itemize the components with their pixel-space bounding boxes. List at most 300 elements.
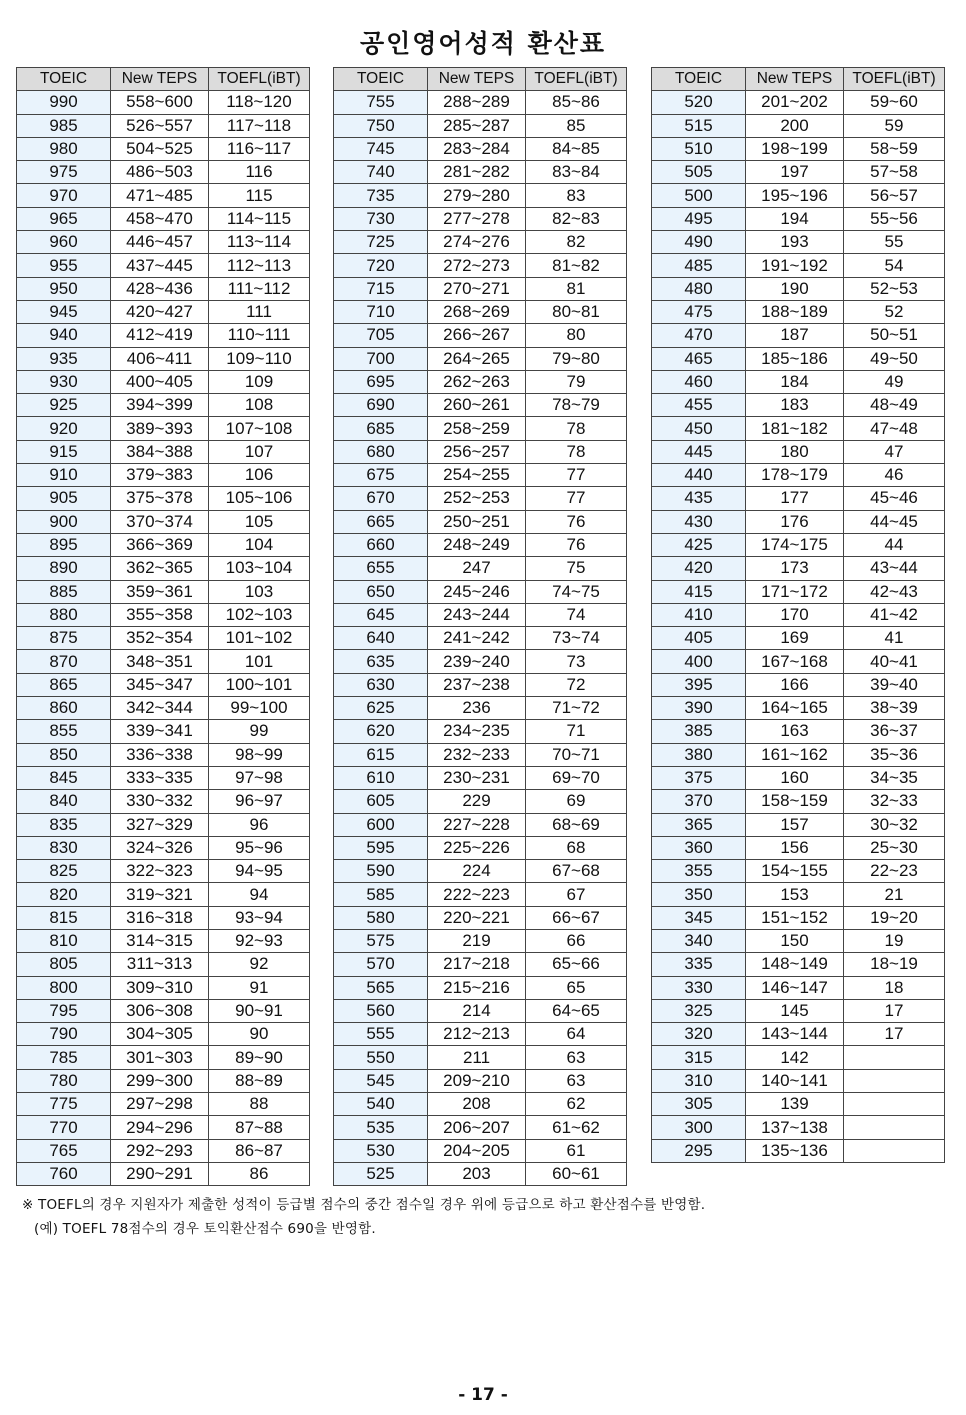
toefl-ibt-score: 96~97 xyxy=(209,790,310,813)
toefl-ibt-score: 80~81 xyxy=(526,300,627,323)
toeic-score: 525 xyxy=(334,1162,428,1185)
new-teps-score: 471~485 xyxy=(111,184,209,207)
toeic-score: 830 xyxy=(17,836,111,859)
toefl-ibt-score: 101~102 xyxy=(209,627,310,650)
toefl-ibt-score: 80 xyxy=(526,324,627,347)
toefl-ibt-score: 30~32 xyxy=(844,813,945,836)
new-teps-score: 215~216 xyxy=(428,976,526,999)
table-row xyxy=(17,697,310,720)
toeic-score: 565 xyxy=(334,976,428,999)
new-teps-score: 178~179 xyxy=(746,464,844,487)
toeic-score: 450 xyxy=(652,417,746,440)
table-row xyxy=(17,673,310,696)
table-row xyxy=(334,1162,627,1185)
toefl-ibt-score: 107 xyxy=(209,440,310,463)
toefl-ibt-score: 68~69 xyxy=(526,813,627,836)
new-teps-score: 339~341 xyxy=(111,720,209,743)
new-teps-score: 227~228 xyxy=(428,813,526,836)
toefl-ibt-score: 86 xyxy=(209,1162,310,1185)
toeic-score: 955 xyxy=(17,254,111,277)
toefl-ibt-score: 62 xyxy=(526,1093,627,1116)
table-row xyxy=(334,1046,627,1069)
table-row xyxy=(17,929,310,952)
new-teps-score: 208 xyxy=(428,1093,526,1116)
toeic-score: 475 xyxy=(652,300,746,323)
new-teps-score: 558~600 xyxy=(111,91,209,114)
toefl-ibt-score: 57~58 xyxy=(844,161,945,184)
new-teps-score: 224 xyxy=(428,860,526,883)
table-row xyxy=(652,603,945,626)
new-teps-score: 274~276 xyxy=(428,231,526,254)
table-row xyxy=(652,394,945,417)
toeic-score: 695 xyxy=(334,370,428,393)
toefl-ibt-score: 71~72 xyxy=(526,697,627,720)
new-teps-score: 230~231 xyxy=(428,766,526,789)
new-teps-score: 200 xyxy=(746,114,844,137)
new-teps-score: 195~196 xyxy=(746,184,844,207)
toefl-ibt-score xyxy=(844,1139,945,1162)
new-teps-score: 153 xyxy=(746,883,844,906)
toefl-ibt-score: 82 xyxy=(526,231,627,254)
table-row xyxy=(334,510,627,533)
new-teps-score: 345~347 xyxy=(111,673,209,696)
table-row xyxy=(17,487,310,510)
toefl-ibt-score: 85~86 xyxy=(526,91,627,114)
new-teps-score: 236 xyxy=(428,697,526,720)
new-teps-score: 342~344 xyxy=(111,697,209,720)
table-row xyxy=(17,883,310,906)
table-row xyxy=(652,953,945,976)
footnote-text: ※ TOEFL의 경우 지원자가 제출한 성적이 등급별 점수의 중간 점수일 경우 위에 등급으로 하고 환산점수를 반영함. xyxy=(22,1197,706,1213)
toeic-score: 320 xyxy=(652,1023,746,1046)
new-teps-score: 458~470 xyxy=(111,207,209,230)
table-row xyxy=(17,743,310,766)
toeic-score: 600 xyxy=(334,813,428,836)
new-teps-score: 304~305 xyxy=(111,1023,209,1046)
toeic-score: 925 xyxy=(17,394,111,417)
toeic-score: 435 xyxy=(652,487,746,510)
column-header: TOEIC xyxy=(652,68,746,91)
table-row xyxy=(334,91,627,114)
toefl-ibt-score: 88~89 xyxy=(209,1069,310,1092)
new-teps-score: 252~253 xyxy=(428,487,526,510)
toefl-ibt-score: 73 xyxy=(526,650,627,673)
new-teps-score: 306~308 xyxy=(111,999,209,1022)
table-row xyxy=(17,1116,310,1139)
table-row xyxy=(17,440,310,463)
table-row xyxy=(334,1093,627,1116)
table-row xyxy=(652,161,945,184)
toeic-score: 635 xyxy=(334,650,428,673)
toeic-score: 670 xyxy=(334,487,428,510)
new-teps-score: 256~257 xyxy=(428,440,526,463)
toeic-score: 875 xyxy=(17,627,111,650)
table-row xyxy=(652,114,945,137)
toefl-ibt-score: 34~35 xyxy=(844,766,945,789)
toeic-score: 570 xyxy=(334,953,428,976)
table-row xyxy=(334,557,627,580)
new-teps-score: 154~155 xyxy=(746,860,844,883)
table-row xyxy=(652,836,945,859)
new-teps-score: 158~159 xyxy=(746,790,844,813)
new-teps-score: 188~189 xyxy=(746,300,844,323)
table-row xyxy=(652,533,945,556)
conversion-table-2 xyxy=(333,67,627,1186)
table-row xyxy=(652,254,945,277)
toeic-score: 715 xyxy=(334,277,428,300)
new-teps-score: 412~419 xyxy=(111,324,209,347)
new-teps-score: 237~238 xyxy=(428,673,526,696)
new-teps-score: 299~300 xyxy=(111,1069,209,1092)
toefl-ibt-score: 71 xyxy=(526,720,627,743)
toefl-ibt-score: 49 xyxy=(844,370,945,393)
toeic-score: 615 xyxy=(334,743,428,766)
toefl-ibt-score: 85 xyxy=(526,114,627,137)
table-row xyxy=(17,137,310,160)
toeic-score: 950 xyxy=(17,277,111,300)
toeic-score: 970 xyxy=(17,184,111,207)
new-teps-score: 370~374 xyxy=(111,510,209,533)
table-row xyxy=(652,464,945,487)
toefl-ibt-score: 58~59 xyxy=(844,137,945,160)
toeic-score: 655 xyxy=(334,557,428,580)
new-teps-score: 232~233 xyxy=(428,743,526,766)
new-teps-score: 219 xyxy=(428,929,526,952)
toefl-ibt-score: 55 xyxy=(844,231,945,254)
toeic-score: 740 xyxy=(334,161,428,184)
toeic-score: 605 xyxy=(334,790,428,813)
toefl-ibt-score: 111 xyxy=(209,300,310,323)
toeic-score: 945 xyxy=(17,300,111,323)
toefl-ibt-score: 43~44 xyxy=(844,557,945,580)
table-row xyxy=(652,91,945,114)
new-teps-score: 143~144 xyxy=(746,1023,844,1046)
toeic-score: 465 xyxy=(652,347,746,370)
toefl-ibt-score: 64~65 xyxy=(526,999,627,1022)
table-row xyxy=(652,300,945,323)
table-row xyxy=(17,207,310,230)
table-row xyxy=(17,603,310,626)
new-teps-score: 428~436 xyxy=(111,277,209,300)
new-teps-score: 187 xyxy=(746,324,844,347)
toeic-score: 730 xyxy=(334,207,428,230)
table-row xyxy=(334,883,627,906)
toeic-score: 885 xyxy=(17,580,111,603)
toeic-score: 480 xyxy=(652,277,746,300)
table-row xyxy=(652,999,945,1022)
new-teps-score: 327~329 xyxy=(111,813,209,836)
toeic-score: 445 xyxy=(652,440,746,463)
toeic-score: 810 xyxy=(17,929,111,952)
toeic-score: 980 xyxy=(17,137,111,160)
new-teps-score: 174~175 xyxy=(746,533,844,556)
table-row xyxy=(17,999,310,1022)
new-teps-score: 359~361 xyxy=(111,580,209,603)
table-row xyxy=(17,161,310,184)
table-row xyxy=(652,1116,945,1139)
table-row xyxy=(334,394,627,417)
new-teps-score: 191~192 xyxy=(746,254,844,277)
table-row xyxy=(17,650,310,673)
toeic-score: 665 xyxy=(334,510,428,533)
toeic-score: 365 xyxy=(652,813,746,836)
toefl-ibt-score: 105~106 xyxy=(209,487,310,510)
new-teps-score: 248~249 xyxy=(428,533,526,556)
toefl-ibt-score: 92~93 xyxy=(209,929,310,952)
new-teps-score: 400~405 xyxy=(111,370,209,393)
table-row xyxy=(17,766,310,789)
table-row xyxy=(334,533,627,556)
toefl-ibt-score: 76 xyxy=(526,510,627,533)
toefl-ibt-score: 19 xyxy=(844,929,945,952)
table-row xyxy=(17,277,310,300)
toefl-ibt-score: 93~94 xyxy=(209,906,310,929)
toefl-ibt-score: 45~46 xyxy=(844,487,945,510)
new-teps-score: 204~205 xyxy=(428,1139,526,1162)
table-row xyxy=(652,627,945,650)
toeic-score: 710 xyxy=(334,300,428,323)
toeic-score: 425 xyxy=(652,533,746,556)
toefl-ibt-score: 117~118 xyxy=(209,114,310,137)
table-row xyxy=(334,580,627,603)
toefl-ibt-score: 90~91 xyxy=(209,999,310,1022)
new-teps-score: 163 xyxy=(746,720,844,743)
toefl-ibt-score: 79~80 xyxy=(526,347,627,370)
table-row xyxy=(334,1116,627,1139)
toeic-score: 595 xyxy=(334,836,428,859)
toeic-score: 345 xyxy=(652,906,746,929)
toeic-score: 645 xyxy=(334,603,428,626)
table-row xyxy=(652,324,945,347)
table-row xyxy=(334,650,627,673)
new-teps-score: 139 xyxy=(746,1093,844,1116)
toefl-ibt-score: 100~101 xyxy=(209,673,310,696)
new-teps-score: 229 xyxy=(428,790,526,813)
table-row xyxy=(652,720,945,743)
new-teps-score: 406~411 xyxy=(111,347,209,370)
toefl-ibt-score xyxy=(844,1093,945,1116)
table-row xyxy=(652,697,945,720)
toeic-score: 690 xyxy=(334,394,428,417)
table-row xyxy=(17,91,310,114)
toeic-score: 500 xyxy=(652,184,746,207)
toeic-score: 580 xyxy=(334,906,428,929)
new-teps-score: 270~271 xyxy=(428,277,526,300)
toefl-ibt-score: 96 xyxy=(209,813,310,836)
new-teps-score: 137~138 xyxy=(746,1116,844,1139)
toeic-score: 795 xyxy=(17,999,111,1022)
toefl-ibt-score: 44~45 xyxy=(844,510,945,533)
toefl-ibt-score: 81~82 xyxy=(526,254,627,277)
table-row xyxy=(334,790,627,813)
table-row xyxy=(652,557,945,580)
new-teps-score: 322~323 xyxy=(111,860,209,883)
toeic-score: 660 xyxy=(334,533,428,556)
toeic-score: 555 xyxy=(334,1023,428,1046)
table-row xyxy=(652,184,945,207)
new-teps-score: 277~278 xyxy=(428,207,526,230)
column-header: TOEFL(iBT) xyxy=(526,68,627,91)
toeic-score: 765 xyxy=(17,1139,111,1162)
toeic-score: 845 xyxy=(17,766,111,789)
table-row xyxy=(652,976,945,999)
toeic-score: 780 xyxy=(17,1069,111,1092)
table-row xyxy=(17,906,310,929)
new-teps-score: 314~315 xyxy=(111,929,209,952)
toefl-ibt-score: 17 xyxy=(844,1023,945,1046)
toefl-ibt-score: 95~96 xyxy=(209,836,310,859)
toefl-ibt-score: 56~57 xyxy=(844,184,945,207)
new-teps-score: 258~259 xyxy=(428,417,526,440)
toeic-score: 920 xyxy=(17,417,111,440)
table-row xyxy=(17,1139,310,1162)
table-row xyxy=(334,300,627,323)
toefl-ibt-score xyxy=(844,1046,945,1069)
toeic-score: 725 xyxy=(334,231,428,254)
table-row xyxy=(652,370,945,393)
conversion-table-1 xyxy=(16,67,310,1186)
new-teps-score: 214 xyxy=(428,999,526,1022)
table-row xyxy=(652,673,945,696)
column-header: New TEPS xyxy=(746,68,844,91)
new-teps-score: 148~149 xyxy=(746,953,844,976)
table-row xyxy=(652,440,945,463)
table-row xyxy=(334,929,627,952)
toefl-ibt-score: 83 xyxy=(526,184,627,207)
toeic-score: 860 xyxy=(17,697,111,720)
new-teps-score: 446~457 xyxy=(111,231,209,254)
toefl-ibt-score: 109 xyxy=(209,370,310,393)
toeic-score: 540 xyxy=(334,1093,428,1116)
new-teps-score: 247 xyxy=(428,557,526,580)
new-teps-score: 206~207 xyxy=(428,1116,526,1139)
toefl-ibt-score: 50~51 xyxy=(844,324,945,347)
new-teps-score: 194 xyxy=(746,207,844,230)
table-header-row xyxy=(652,68,945,91)
toeic-score: 910 xyxy=(17,464,111,487)
new-teps-score: 198~199 xyxy=(746,137,844,160)
table-row xyxy=(17,370,310,393)
table-row xyxy=(334,347,627,370)
column-header: TOEFL(iBT) xyxy=(209,68,310,91)
table-row xyxy=(334,137,627,160)
toefl-ibt-score: 52~53 xyxy=(844,277,945,300)
toefl-ibt-score: 25~30 xyxy=(844,836,945,859)
table-row xyxy=(17,1162,310,1185)
toeic-score: 340 xyxy=(652,929,746,952)
new-teps-score: 245~246 xyxy=(428,580,526,603)
new-teps-score: 234~235 xyxy=(428,720,526,743)
toefl-ibt-score: 22~23 xyxy=(844,860,945,883)
toeic-score: 610 xyxy=(334,766,428,789)
toeic-score: 990 xyxy=(17,91,111,114)
toefl-ibt-score: 59 xyxy=(844,114,945,137)
toefl-ibt-score: 40~41 xyxy=(844,650,945,673)
toeic-score: 545 xyxy=(334,1069,428,1092)
toefl-ibt-score: 18 xyxy=(844,976,945,999)
new-teps-score: 362~365 xyxy=(111,557,209,580)
toefl-ibt-score: 61~62 xyxy=(526,1116,627,1139)
new-teps-score: 161~162 xyxy=(746,743,844,766)
toeic-score: 840 xyxy=(17,790,111,813)
new-teps-score: 316~318 xyxy=(111,906,209,929)
table-row xyxy=(334,999,627,1022)
toeic-score: 460 xyxy=(652,370,746,393)
new-teps-score: 254~255 xyxy=(428,464,526,487)
new-teps-score: 239~240 xyxy=(428,650,526,673)
toefl-ibt-score: 90 xyxy=(209,1023,310,1046)
table-row xyxy=(17,324,310,347)
table-row xyxy=(334,1023,627,1046)
new-teps-score: 209~210 xyxy=(428,1069,526,1092)
toeic-score: 455 xyxy=(652,394,746,417)
table-row xyxy=(334,440,627,463)
table-row xyxy=(334,627,627,650)
new-teps-score: 201~202 xyxy=(746,91,844,114)
new-teps-score: 260~261 xyxy=(428,394,526,417)
new-teps-score: 292~293 xyxy=(111,1139,209,1162)
toeic-score: 895 xyxy=(17,533,111,556)
table-row xyxy=(652,580,945,603)
table-row xyxy=(17,1069,310,1092)
table-row xyxy=(17,394,310,417)
toeic-score: 835 xyxy=(17,813,111,836)
toefl-ibt-score: 84~85 xyxy=(526,137,627,160)
toeic-score: 485 xyxy=(652,254,746,277)
toeic-score: 775 xyxy=(17,1093,111,1116)
table-row xyxy=(17,1046,310,1069)
new-teps-score: 297~298 xyxy=(111,1093,209,1116)
new-teps-score: 140~141 xyxy=(746,1069,844,1092)
table-row xyxy=(652,510,945,533)
toefl-ibt-score: 102~103 xyxy=(209,603,310,626)
new-teps-score: 211 xyxy=(428,1046,526,1069)
table-row xyxy=(652,860,945,883)
toeic-score: 750 xyxy=(334,114,428,137)
toeic-score: 805 xyxy=(17,953,111,976)
toeic-score: 520 xyxy=(652,91,746,114)
toefl-ibt-score: 41~42 xyxy=(844,603,945,626)
toefl-ibt-score: 77 xyxy=(526,487,627,510)
table-row xyxy=(334,603,627,626)
new-teps-score: 185~186 xyxy=(746,347,844,370)
toefl-ibt-score: 46 xyxy=(844,464,945,487)
toeic-score: 535 xyxy=(334,1116,428,1139)
table-row xyxy=(652,207,945,230)
toeic-score: 825 xyxy=(17,860,111,883)
table-row xyxy=(334,254,627,277)
new-teps-score: 309~310 xyxy=(111,976,209,999)
toefl-ibt-score: 74 xyxy=(526,603,627,626)
toefl-ibt-score: 114~115 xyxy=(209,207,310,230)
table-row xyxy=(17,464,310,487)
new-teps-score: 167~168 xyxy=(746,650,844,673)
table-row xyxy=(652,790,945,813)
table-row xyxy=(17,557,310,580)
toefl-ibt-score: 88 xyxy=(209,1093,310,1116)
toeic-score: 685 xyxy=(334,417,428,440)
new-teps-score: 355~358 xyxy=(111,603,209,626)
new-teps-score: 166 xyxy=(746,673,844,696)
toefl-ibt-score xyxy=(844,1116,945,1139)
new-teps-score: 262~263 xyxy=(428,370,526,393)
new-teps-score: 190 xyxy=(746,277,844,300)
table-header-row xyxy=(334,68,627,91)
toefl-ibt-score: 44 xyxy=(844,533,945,556)
new-teps-score: 366~369 xyxy=(111,533,209,556)
toefl-ibt-score: 17 xyxy=(844,999,945,1022)
table-header-row xyxy=(17,68,310,91)
